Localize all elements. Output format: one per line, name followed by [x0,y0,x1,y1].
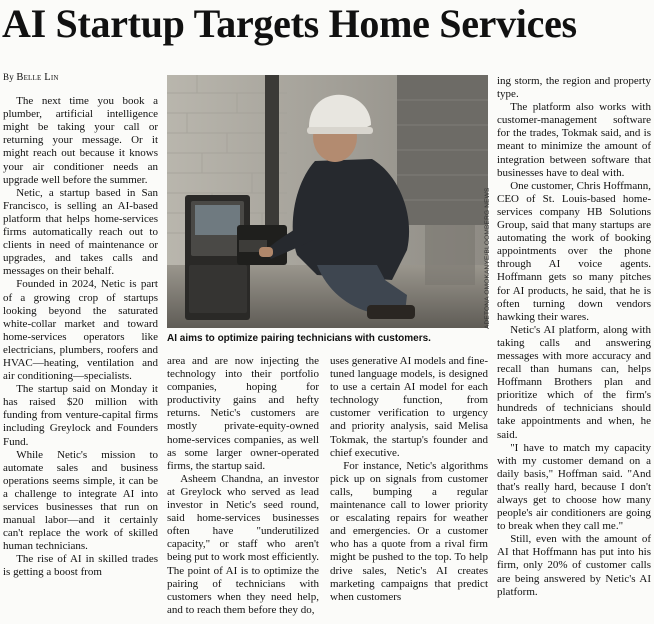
paragraph: ing storm, the region and property type. [497,75,651,101]
paragraph: Netic, a startup based in San Francisco, is selling an AI-based platform that helps home-services firms automatically reach out to clients in need of maintenance or upgrades, and takes calls and messages on their behalf. [3,186,158,278]
paragraph: Still, even with the amount of AI that Hoffmann has put into his firm, only 20% of customer calls are being answered by Netic's AI platform. [497,533,651,598]
article-column-1 [3,71,158,580]
article-column-4 [497,75,651,599]
paragraph: One customer, Chris Hoffmann, CEO of St. Louis-based home-services company HB Solutions Group, said that many startups are automating the work of booking appointments over the phone through AI voice agents. Hoffmann gets so many pitches for AI products, he said, that he is often turning down vendors hawking their wares. [497,179,651,323]
byline-prefix: By [3,72,14,82]
paragraph: Asheem Chandna, an investor at Greylock who served as lead investor in Netic's seed round, said home-services businesses often have "underutilized capacity," or staff who aren't being put to work most efficiently. The point of AI is to optimize the pairing of technicians with customers when they need help, and to reach them before they do, [167,472,319,616]
paragraph: "I have to match my capacity with my customer demand on a daily basis," Hoffman said. "And that's really hard, because I don't always get to choose how many people's air conditioners are going to break when they call me." [497,441,651,533]
paragraph: Founded in 2024, Netic is part of a growing crop of startups looking beyond the saturated white-collar market and toward home-services operators like electricians, plumbers, roofers and HVAC—heating, ventilation and air conditioning—specialists. [3,278,158,383]
paragraph: The platform also works with customer-management software for the trades, Tokmak said, and is meant to minimize the amount of integration between software that businesses have to deal with. [497,101,651,179]
byline-author: Belle Lin [16,72,59,83]
paragraph: While Netic's mission to automate sales and business operations seems simple, it can be a challenge to integrate AI into services businesses that run on manual labor—and it certainly can't replace the work of skilled human technicians. [3,448,158,553]
paragraph: The next time you book a plumber, artificial intelligence might be taking your call or returning your message. Or it might reach out because it knows your air conditioner needs an upgrade well before the summer. [3,95,158,186]
byline [3,71,158,84]
photo-caption: AI aims to optimize pairing technicians with customers. [167,333,431,344]
paragraph: For instance, Netic's algorithms pick up on signals from customer calls, bumping a regular maintenance call to lower priority or escalating repairs for weather and emergencies. Or a customer who has a quote from a rival firm might be pushed to the top. To help drive sales, Netic's AI creates marketing campaigns that predict when customers [330,459,488,603]
paragraph: The rise of AI in skilled trades is getting a boost from [3,553,158,579]
paragraph: uses generative AI models and fine-tuned language models, is designed to use a certain AI model for each technology function, from customer verification to urgency and priority analysis, said Melisa Tokmak, the startup's founder and chief executive. [330,355,488,459]
article-photo [167,75,488,328]
technician-photo-illustration [167,75,488,328]
photo-credit: ADETONA OMOKANYE/BLOOMBERG NEWS [484,187,491,329]
article-column-3 [330,355,488,604]
article-column-2 [167,355,319,617]
paragraph: area and are now injecting the technology into their portfolio companies, hoping for productivity gains and hefty returns. Netic's customers are mostly private-equity-owned home-services companies, as well as some larger owner-operated firms, the startup said. [167,355,319,472]
paragraph: Netic's AI platform, along with taking calls and answering messages with more accuracy and recall than humans can, helps Hoffmann Brothers plan and prioritize which of the firm's hundreds of technicians should take appointments and when, he said. [497,323,651,441]
paragraph: The startup said on Monday it has raised $20 million with funding from venture-capital firms including Greylock and Founders Fund. [3,383,158,448]
headline: AI Startup Targets Home Services [2,1,577,46]
